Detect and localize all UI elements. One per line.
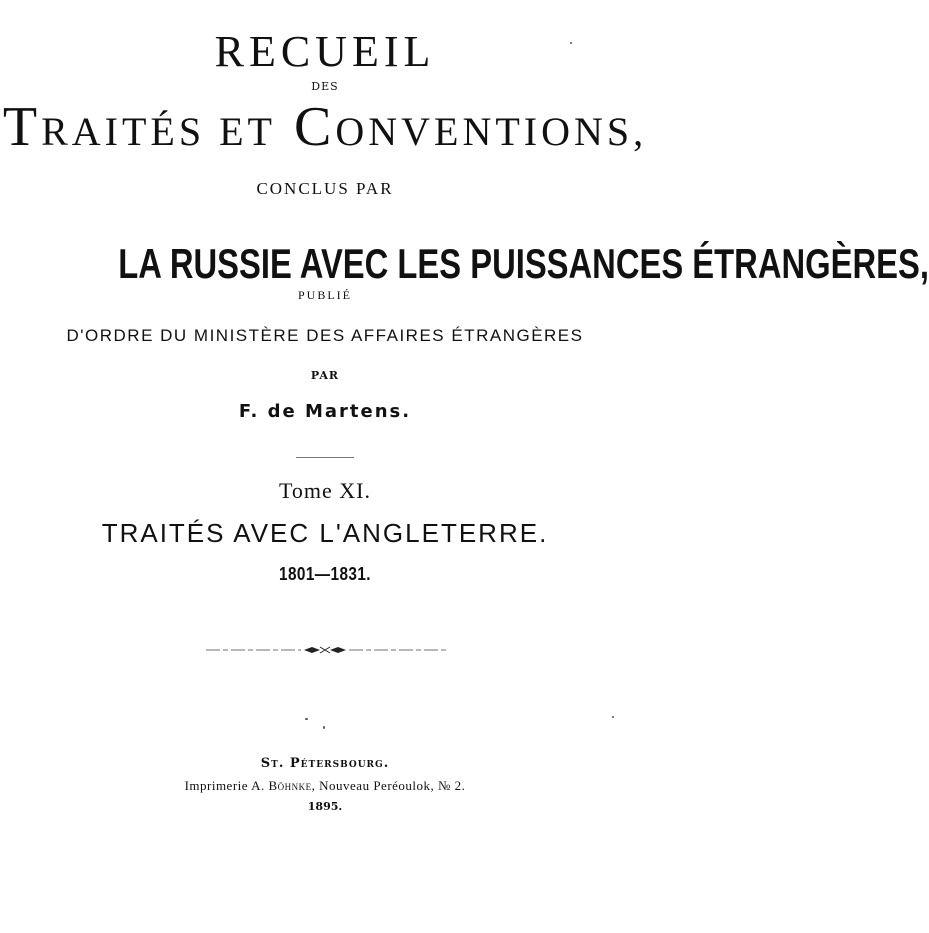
title-traites-et-conventions	[0, 96, 650, 158]
ordre-ministere-line: D'ORDRE DU MINISTÈRE DES AFFAIRES ÉTRANGÈRES	[66, 326, 584, 345]
conventions-rest: ONVENTIONS,	[335, 109, 648, 154]
conventions-initial: C	[275, 96, 336, 158]
print-speck	[612, 716, 614, 718]
short-divider-rule	[296, 457, 354, 458]
printer-line	[0, 779, 650, 792]
author-name: F. de Martens.	[238, 401, 412, 422]
printer-name: Böhnke	[268, 778, 312, 793]
year-range: 1801—1831.	[279, 564, 371, 584]
print-speck	[570, 42, 572, 44]
publie-line: PUBLIÉ	[298, 288, 352, 302]
print-speck	[323, 726, 325, 729]
printer-address: , Nouveau Peréoulok, № 2.	[311, 778, 466, 793]
traites-initial: T	[2, 96, 42, 158]
volume-subtitle: TRAITÉS AVEC L'ANGLETERRE.	[101, 518, 549, 548]
tome-number: Tome XI.	[279, 478, 371, 503]
traites-rest: RAITÉS	[41, 109, 220, 154]
par-line: PAR	[310, 369, 340, 382]
conclus-par-line: CONCLUS PAR	[256, 179, 394, 198]
ornamental-divider	[206, 646, 446, 654]
et-word: ET	[219, 109, 276, 154]
russie-puissances-line: LA RUSSIE AVEC LES PUISSANCES ÉTRANGÈRES,	[118, 240, 929, 287]
title-recueil: RECUEIL	[214, 27, 436, 76]
print-speck	[305, 718, 308, 720]
publication-year: 1895.	[307, 800, 343, 813]
title-des: DES	[311, 80, 339, 93]
publication-city: St. Pétersbourg.	[260, 756, 390, 771]
printer-prefix: Imprimerie A.	[184, 778, 265, 793]
